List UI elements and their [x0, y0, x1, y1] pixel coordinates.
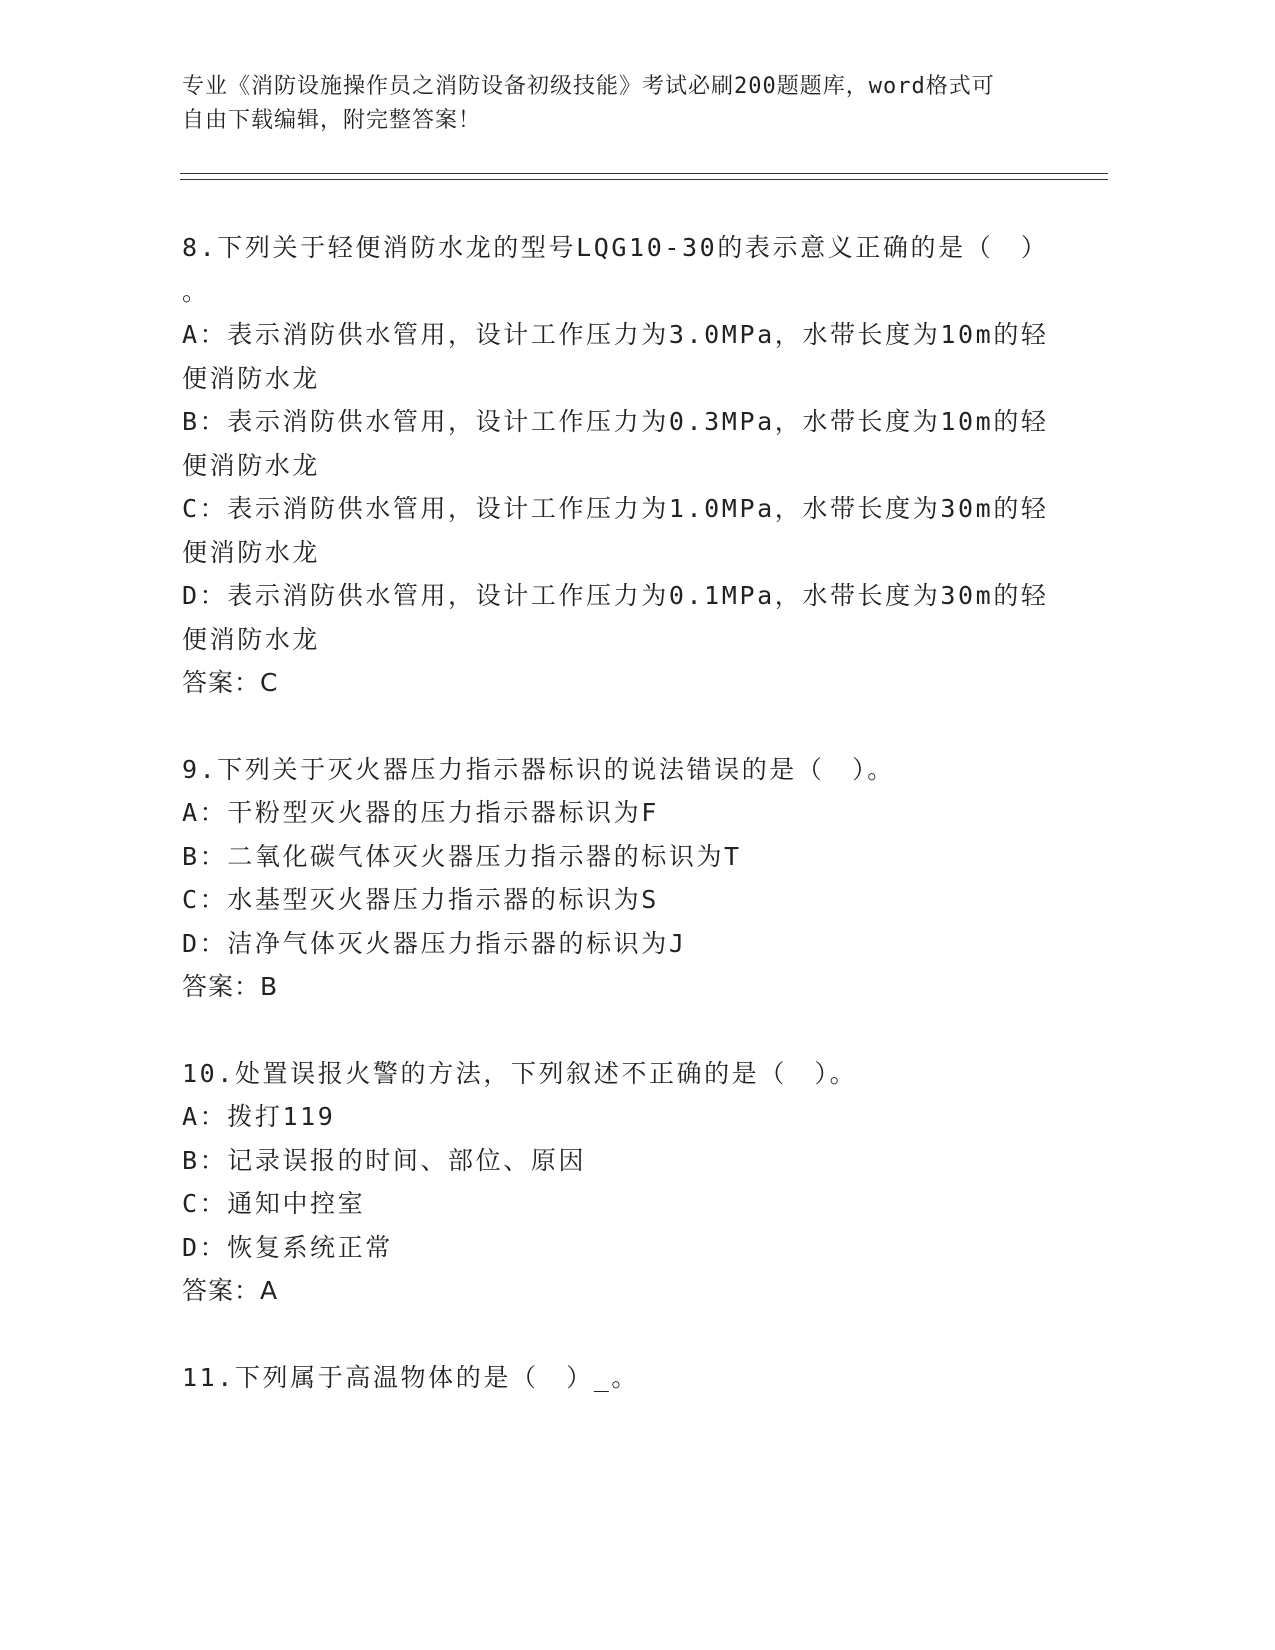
question-line: A：拨打119 — [182, 1102, 336, 1131]
question-line: 便消防水龙 — [182, 450, 321, 480]
question-block — [182, 1356, 1062, 1400]
question-line: C：通知中控室 — [182, 1189, 366, 1218]
question-block — [182, 226, 1062, 705]
question-line: 便消防水龙 — [182, 537, 321, 567]
question-line: B：记录误报的时间、部位、原因 — [182, 1145, 587, 1175]
answer-line: 答案：B — [182, 972, 279, 1001]
header-line-2: 自由下载编辑，附完整答案！ — [182, 108, 482, 133]
answer-line: 答案：A — [182, 1276, 279, 1305]
question-line: A：表示消防供水管用，设计工作压力为3.0MPa，水带长度为10m的轻 — [182, 320, 1049, 349]
question-line: B：表示消防供水管用，设计工作压力为0.3MPa，水带长度为10m的轻 — [182, 407, 1049, 436]
question-line: 便消防水龙 — [182, 624, 321, 654]
question-line: 便消防水龙 — [182, 363, 321, 393]
question-stem: 10.处置误报火警的方法，下列叙述不正确的是（ ）。 — [182, 1058, 858, 1088]
question-line: D：表示消防供水管用，设计工作压力为0.1MPa，水带长度为30m的轻 — [182, 581, 1049, 610]
question-stem: 8.下列关于轻便消防水龙的型号LQG10-30的表示意义正确的是（ ） — [182, 233, 1049, 262]
question-line: B：二氧化碳气体灭火器压力指示器的标识为T — [182, 841, 742, 871]
question-line: C：水基型灭火器压力指示器的标识为S — [182, 885, 659, 914]
header-divider-top — [180, 173, 1108, 174]
header-divider-bottom — [180, 179, 1108, 180]
question-line: A：干粉型灭火器的压力指示器标识为F — [182, 798, 659, 827]
header-line-1: 专业《消防设施操作员之消防设备初级技能》考试必刷200题题库，word格式可 — [182, 74, 995, 99]
question-line: D：恢复系统正常 — [182, 1232, 393, 1262]
question-list — [182, 226, 1062, 1442]
question-line: 。 — [182, 276, 210, 306]
answer-line: 答案：C — [182, 668, 279, 697]
question-stem: 11.下列属于高温物体的是（ ）_。 — [182, 1362, 640, 1392]
question-block — [182, 1052, 1062, 1313]
question-line: D：洁净气体灭火器压力指示器的标识为J — [182, 928, 687, 958]
question-block — [182, 748, 1062, 1009]
question-line: C：表示消防供水管用，设计工作压力为1.0MPa，水带长度为30m的轻 — [182, 494, 1049, 523]
question-stem: 9.下列关于灭火器压力指示器标识的说法错误的是（ ）。 — [182, 754, 895, 784]
document-header — [182, 70, 1062, 138]
